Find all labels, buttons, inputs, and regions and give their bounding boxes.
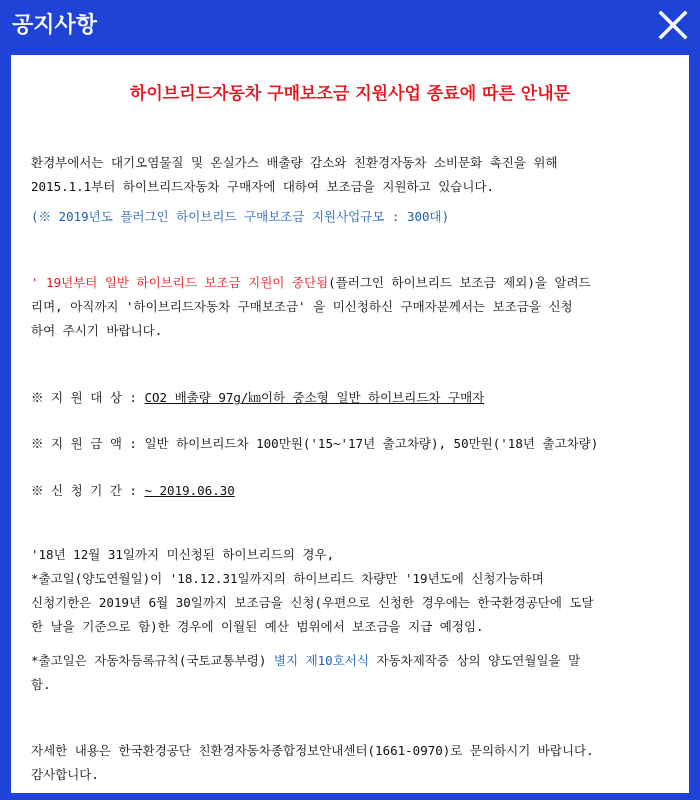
- end-paragraph: [31, 271, 671, 343]
- target-value: CO2 배출량 97g/㎞이하 중소형 일반 하이브리드차 구매자: [144, 390, 485, 405]
- release-text: *출고일은 자동차등록규칙(국토교통부령): [31, 653, 274, 668]
- end-line: [31, 271, 671, 295]
- close-icon: [654, 6, 692, 44]
- title-bar: [0, 0, 700, 52]
- contact-line: 자세한 내용은 한국환경공단 친환경자동차종합정보안내센터(1661-0970)로 문의하시기 바랍니다.: [31, 743, 594, 758]
- end-line: 리며, 아직까지 '하이브리드자동차 구매보조금' 을 미신청하신 구매자분께서는 보조금을 신청: [31, 299, 573, 314]
- intro-line: 환경부에서는 대기오염물질 및 온실가스 배출량 감소와 친환경자동차 소비문화 촉진을 위해: [31, 155, 558, 170]
- form-link[interactable]: 별지 제10호서식: [273, 653, 369, 668]
- contact-line: 감사합니다.: [31, 767, 99, 782]
- period-row: [31, 479, 671, 503]
- amount-value: 일반 하이브리드차 100만원('15~'17년 출고차량), 50만원('18년 출고차량): [144, 436, 599, 451]
- amount-label: ※ 지 원 금 액 :: [31, 436, 145, 451]
- end-highlight: ' 19년부터 일반 하이브리드 보조금 지원이 중단됨: [31, 275, 329, 290]
- release-line: [31, 649, 671, 673]
- period-value: ~ 2019.06.30: [144, 483, 235, 498]
- case-line: '18년 12월 31일까지 미신청된 하이브리드의 경우,: [31, 547, 335, 562]
- case-line: *출고일(양도연월일)이 '18.12.31일까지의 하이브리드 차량만 '19년도에 신청가능하며: [31, 571, 544, 586]
- case-line: 한 날을 기준으로 함)한 경우에 이월된 예산 범위에서 보조금을 지급 예정임.: [31, 619, 484, 634]
- end-line-rest: (플러그인 하이브리드 보조금 제외)을 알려드: [328, 275, 591, 290]
- scale-note: (※ 2019년도 플러그인 하이브리드 구매보조금 지원사업규모 : 300대): [31, 209, 450, 224]
- intro-line: 2015.1.1부터 하이브리드자동차 구매자에 대하여 보조금을 지원하고 있습니다.: [31, 179, 495, 194]
- period-label: ※ 신 청 기 간 :: [31, 483, 145, 498]
- notice-heading: 하이브리드자동차 구매보조금 지원사업 종료에 따른 안내문: [129, 84, 571, 104]
- contact-paragraph: [31, 739, 671, 787]
- target-row: [31, 386, 671, 410]
- notice-content: [11, 55, 689, 793]
- end-line: 하여 주시기 바랍니다.: [31, 323, 163, 338]
- release-text: 자동차제작증 상의 양도연월일을 말: [368, 653, 581, 668]
- release-line: 함.: [31, 677, 51, 692]
- window-title: 공지사항: [12, 13, 98, 38]
- case-paragraph: [31, 543, 671, 639]
- target-label: ※ 지 원 대 상 :: [31, 390, 145, 405]
- release-paragraph: [31, 649, 671, 697]
- close-button[interactable]: [654, 6, 692, 44]
- case-line: 신청기한은 2019년 6월 30일까지 보조금을 신청(우편으로 신청한 경우에는 한국환경공단에 도달: [31, 595, 594, 610]
- intro-paragraph: [31, 151, 671, 199]
- amount-row: [31, 432, 671, 456]
